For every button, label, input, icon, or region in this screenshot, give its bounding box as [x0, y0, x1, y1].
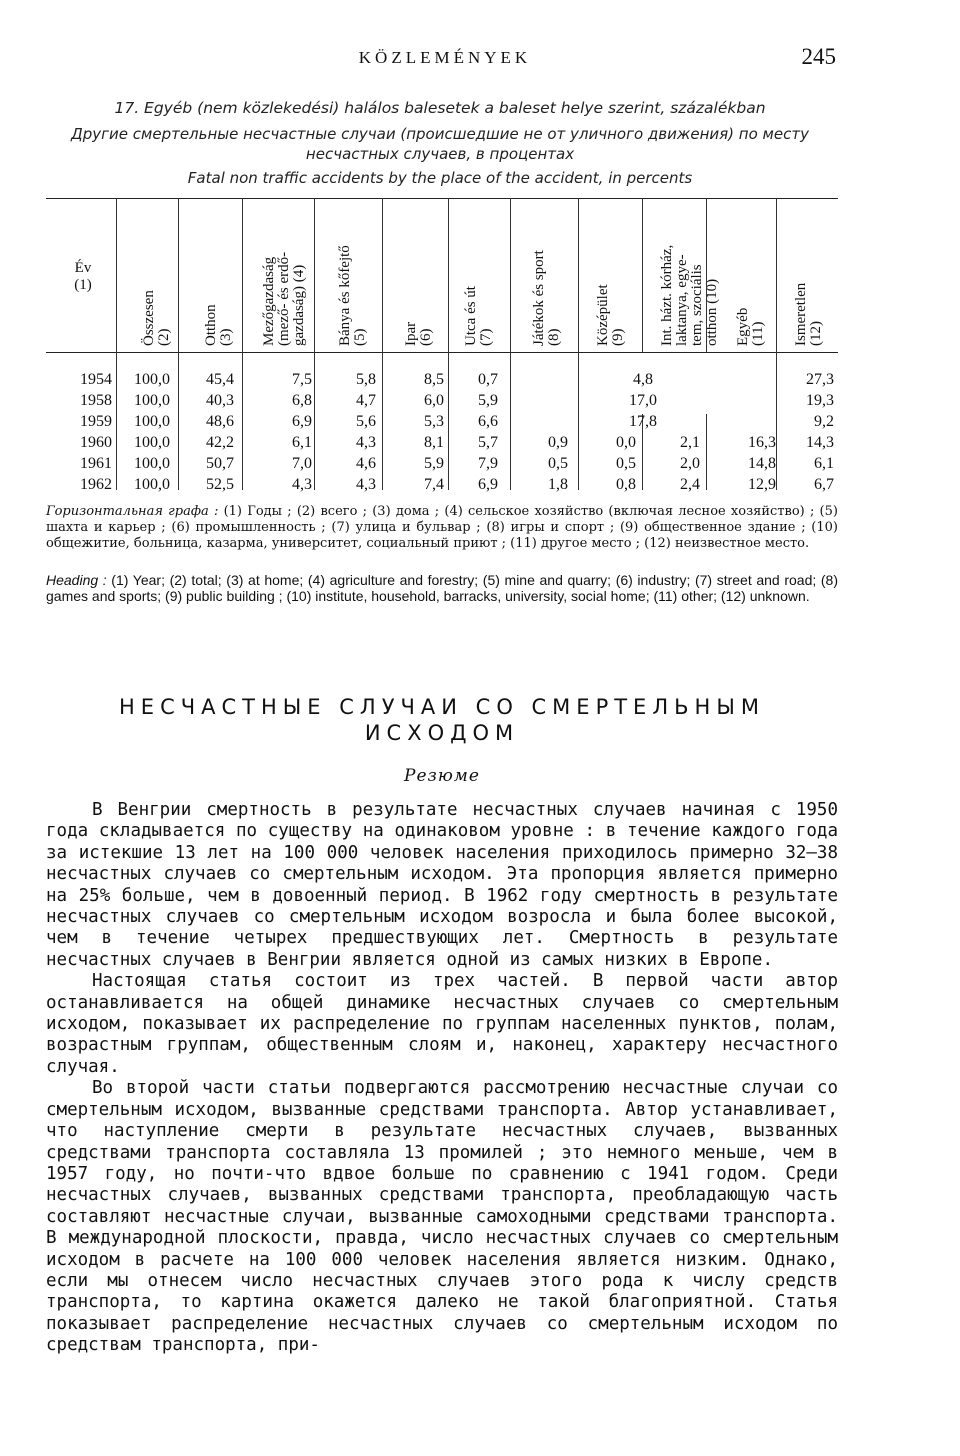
column-rule — [776, 198, 777, 490]
header-year-label: Év (1) — [74, 260, 92, 293]
table-cell-year: 1960 — [80, 434, 112, 451]
table-cell-total: 100,0 — [134, 371, 170, 388]
table-cell-total: 100,0 — [134, 413, 170, 430]
table-cell-public: 0,0 — [616, 434, 636, 451]
table-cell-mine: 4,6 — [356, 455, 376, 472]
paragraph-1: В Венгрии смертность в результате несчастных случаев начиная с 1950 года складывается по существу на одинаковом уровне : в течение каждого года за истекшие 13 лет на 100 000 человек населения приходилось примерно 32—38 несчастных случаев со смертельным исходом. Эта пропорция является примерно на 25% больше, чем в довоенный период. В 1962 году смертность в результате несчастных случаев со смертельным исходом возросла и была более высокой, чем в течение четырех предшествующих лет. Смертность в результате несчастных случаев в Венгрии является одной из самых низких в Европе. — [46, 800, 838, 970]
table-cell-unknown: 6,1 — [814, 455, 834, 472]
table-cell-street: 6,6 — [478, 413, 498, 430]
caption-hungarian: 17. Egyéb (nem közlekedési) halálos balesetek a baleset helye szerint, százalékban — [114, 99, 766, 117]
table-cell-unknown: 27,3 — [806, 371, 834, 388]
section-title-line1: НЕСЧАСТНЫЕ СЛУЧАИ СО СМЕРТЕЛЬНЫМ — [119, 695, 765, 719]
section-title-line2: ИСХОДОМ — [364, 721, 520, 745]
column-header-5: Bánya és kőfejtő (5) — [337, 245, 368, 346]
table-cell-mine: 4,7 — [356, 392, 376, 409]
table-cell-games: 1,8 — [548, 476, 568, 493]
table-cell-street: 6,9 — [478, 476, 498, 493]
table-cell-inst: 2,4 — [680, 476, 700, 493]
caption-russian-line2: несчастных случаев, в процентах — [305, 145, 575, 163]
table-cell-agri: 6,9 — [292, 413, 312, 430]
column-rule — [382, 198, 383, 490]
table-cell-industry: 8,5 — [424, 371, 444, 388]
table-cell-home: 42,2 — [206, 434, 234, 451]
note-english — [46, 572, 838, 604]
table-cell-home: 48,6 — [206, 413, 234, 430]
table-cell-inst: 2,1 — [680, 434, 700, 451]
table-cell-public: 0,5 — [616, 455, 636, 472]
column-rule — [314, 198, 315, 490]
table-cell-unknown: 9,2 — [814, 413, 834, 430]
table-cell-home: 50,7 — [206, 455, 234, 472]
table-cell-street: 7,9 — [478, 455, 498, 472]
table-top-rule — [46, 198, 838, 199]
note-russian-lead: Горизонтальная графа : — [46, 504, 219, 519]
table-cell-inst: 2,0 — [680, 455, 700, 472]
column-header-3: Otthon (3) — [203, 304, 234, 346]
table-cell-total: 100,0 — [134, 455, 170, 472]
column-header-11: Egyéb (11) — [735, 307, 766, 346]
table-cell-mine: 5,8 — [356, 371, 376, 388]
column-rule — [178, 198, 179, 490]
note-english-lead: Heading : — [46, 572, 107, 588]
column-rule — [642, 198, 643, 352]
table-cell-industry: 8,1 — [424, 434, 444, 451]
table-cell-street: 5,7 — [478, 434, 498, 451]
paragraph-3: Во второй части статьи подвергаются рассмотрению несчастные случаи со смертельным исходом, вызванные средствами транспорта. Автор устанавливает, что наступление смерти в результате несчастных случаев, вызванных средствами транспорта составляла 13 промилей ; это немного меньше, чем в 1957 году, но почти-что вдвое больше по сравнению с 1941 годом. Среди несчастных случаев, вызванных средствами транспорта, преобладающую часть составляют несчастные случаи, вызванные самоходными средствами транспорта. В международной плоскости, правда, число несчастных случаев со смертельным исходом в расчете на 100 000 человек населения является низким. Однако, если мы отнесем число несчастных случаев этого рода к числу средств транспорта, то картина окажется далеко не такой благоприятной. Статья показывает распределение несчастных случаев со смертельным исходом по средствам транспорта, при- — [46, 1078, 838, 1356]
page-number: 245 — [801, 44, 836, 69]
data-table — [46, 198, 838, 496]
column-header-8: Játékok és sport (8) — [531, 250, 562, 346]
table-cell-unknown: 14,3 — [806, 434, 834, 451]
note-english-text: (1) Year; (2) total; (3) at home; (4) agriculture and forestry; (5) mine and quarry; (6) industry; (7) street and road; (8) games and sports; (9) public building ; (10) institute, household, barracks, university, social home; (11) other; (12) unknown. — [46, 572, 838, 604]
running-title: KÖZLEMÉNYEK — [358, 48, 532, 67]
table-cell-unknown: 6,7 — [814, 476, 834, 493]
table-cell-mine: 4,3 — [356, 434, 376, 451]
table-cell-year: 1954 — [80, 371, 112, 388]
table-cell-agri: 6,1 — [292, 434, 312, 451]
table-cell-industry: 5,9 — [424, 455, 444, 472]
table-cell-home: 52,5 — [206, 476, 234, 493]
table-cell-public: 0,8 — [616, 476, 636, 493]
column-header-4: Mezőgazdaság (mező- és erdő- gazdaság) (4) — [261, 251, 307, 346]
caption-russian-line1: Другие смертельные несчастные случаи (происшедшие не от уличного движения) по месту — [71, 125, 809, 143]
column-header-9: Középület (9) — [595, 284, 626, 346]
table-cell-home: 40,3 — [206, 392, 234, 409]
table-cell-merged: 4,8 — [633, 371, 653, 388]
table-cell-year: 1959 — [80, 413, 112, 430]
table-cell-total: 100,0 — [134, 476, 170, 493]
table-cell-industry: 5,3 — [424, 413, 444, 430]
column-rule — [578, 198, 579, 490]
table-cell-industry: 7,4 — [424, 476, 444, 493]
table-cell-games: 0,5 — [548, 455, 568, 472]
note-russian — [46, 504, 838, 552]
running-head — [0, 44, 960, 74]
note-russian-text: (1) Годы ; (2) всего ; (3) дома ; (4) сельское хозяйство (включая лесное хозяйство) ; (5) шахта и карьер ; (6) промышленность ; (7) улица и бульвар ; (8) игры и спорт ; (9) общественное здание ; (10) общежитие, больница, казарма, университет, социальный приют ; (11) другое место ; (12) неизвестное место. — [46, 504, 838, 551]
table-cell-total: 100,0 — [134, 434, 170, 451]
table-cell-home: 45,4 — [206, 371, 234, 388]
table-cell-mine: 5,6 — [356, 413, 376, 430]
column-header-10: Int. házt. kórház, laktanya, egye- tem, szociális otthon (10) — [659, 244, 720, 346]
table-cell-merged: 17,0 — [629, 392, 657, 409]
column-rule — [242, 198, 243, 490]
table-cell-year: 1962 — [80, 476, 112, 493]
paragraph-2: Настоящая статья состоит из трех частей. В первой части автор останавливается на общей динамике несчастных случаев со смертельным исходом, показывает их распределение по группам населенных пунктов, полам, возрастным группам, общественным слоям и, наконец, характеру несчастного случая. — [46, 971, 838, 1077]
table-cell-unknown: 19,3 — [806, 392, 834, 409]
table-cell-year: 1961 — [80, 455, 112, 472]
caption-english: Fatal non traffic accidents by the place of the accident, in percents — [187, 169, 693, 187]
table-cell-year: 1958 — [80, 392, 112, 409]
table-cell-other: 14,8 — [748, 455, 776, 472]
table-cell-street: 0,7 — [478, 371, 498, 388]
section-subtitle: Резюме — [404, 766, 480, 786]
table-cell-other: 16,3 — [748, 434, 776, 451]
column-header-12: Ismeretlen (12) — [793, 282, 824, 346]
column-header-6: Ipar (6) — [403, 321, 434, 346]
table-cell-mine: 4,3 — [356, 476, 376, 493]
table-cell-total: 100,0 — [134, 392, 170, 409]
table-cell-street: 5,9 — [478, 392, 498, 409]
table-header-rule — [46, 352, 838, 353]
table-cell-agri: 6,8 — [292, 392, 312, 409]
column-rule — [510, 198, 511, 490]
column-rule — [116, 198, 117, 490]
column-rule — [706, 198, 707, 352]
table-cell-agri: 4,3 — [292, 476, 312, 493]
table-cell-other: 12,9 — [748, 476, 776, 493]
summary-body — [46, 800, 838, 1357]
column-header-7: Utca és út (7) — [463, 286, 494, 346]
column-header-2: Összesen (2) — [141, 290, 172, 346]
column-rule — [448, 198, 449, 490]
table-cell-games: 0,9 — [548, 434, 568, 451]
table-cell-agri: 7,5 — [292, 371, 312, 388]
table-cell-agri: 7,0 — [292, 455, 312, 472]
header-year — [58, 260, 108, 294]
table-cell-merged: 17,8 — [629, 413, 657, 430]
table-cell-industry: 6,0 — [424, 392, 444, 409]
